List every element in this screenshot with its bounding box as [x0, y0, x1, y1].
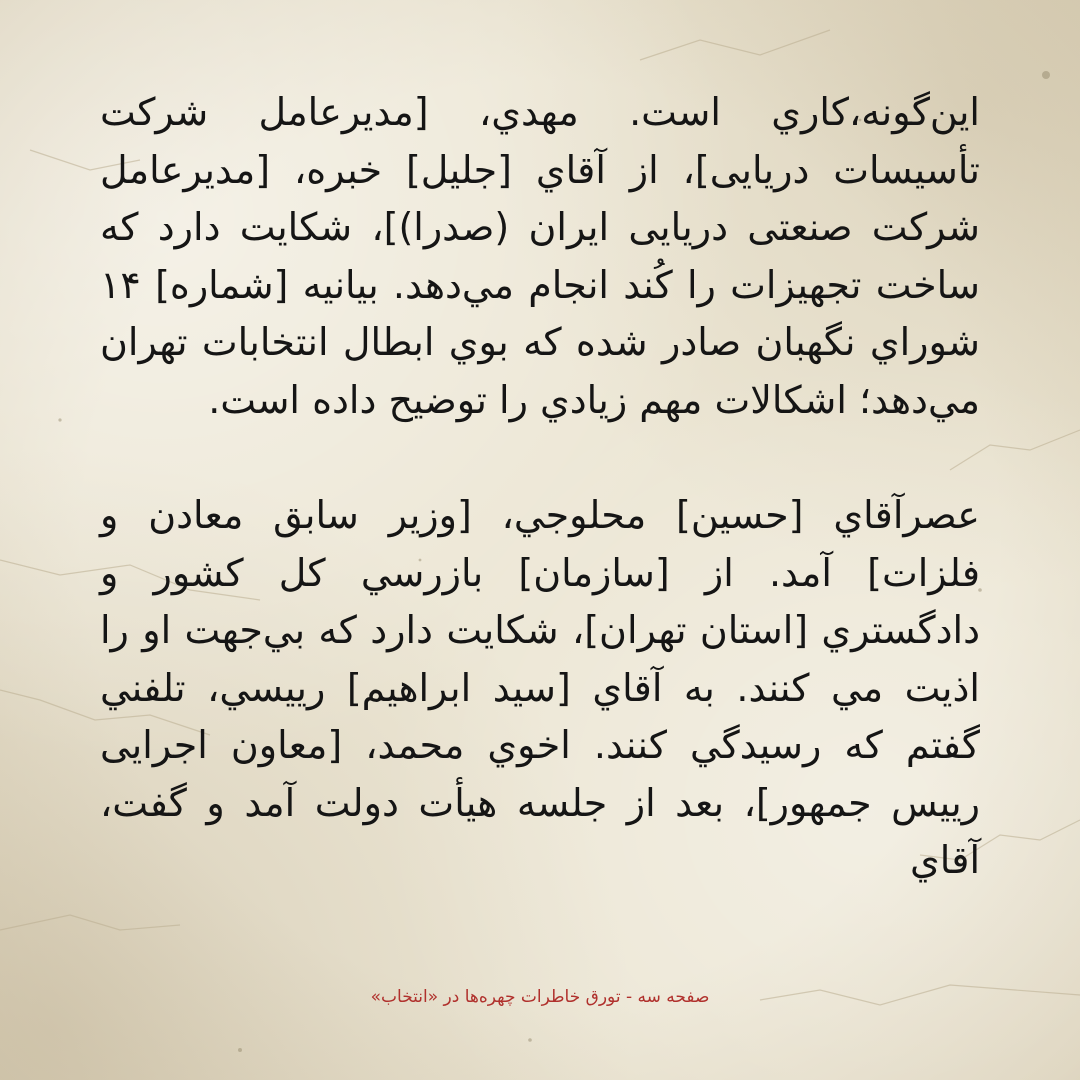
document-body — [100, 84, 980, 984]
paragraph-1: اين‌گونه،كاري است. مهدي، [مديرعامل شركت تأسيسات دريايی]، از آقاي [جليل] خبره، [مديرعامل شركت صنعتی دريايی ايران (صدرا)]، شكايت دارد كه ساخت تجهيزات را كُند انجام مي‌دهد. بيانيه [شماره] ۱۴ شوراي نگهبان صادر شده كه بوي ابطال انتخابات تهران مي‌دهد؛ اشكالات مهم زيادي را توضيح داده است. — [100, 90, 980, 422]
paragraph-2: عصرآقاي [حسين] محلوجي، [وزير سابق معادن و فلزات] آمد. از [سازمان] بازرسي كل كشور و دادگستري [استان تهران]، شكايت دارد كه بي‌جهت او را اذيت مي كنند. به آقاي [سيد ابراهيم] رييسي، تلفني گفتم كه رسيدگي كنند. اخوي محمد، [معاون اجرايی رييس جمهور]، بعد از جلسه هيأت دولت آمد و گفت، آقاي — [100, 493, 980, 882]
page-footer: صفحه سه - تورق خاطرات چهره‌ها در «انتخاب» — [370, 987, 710, 1007]
